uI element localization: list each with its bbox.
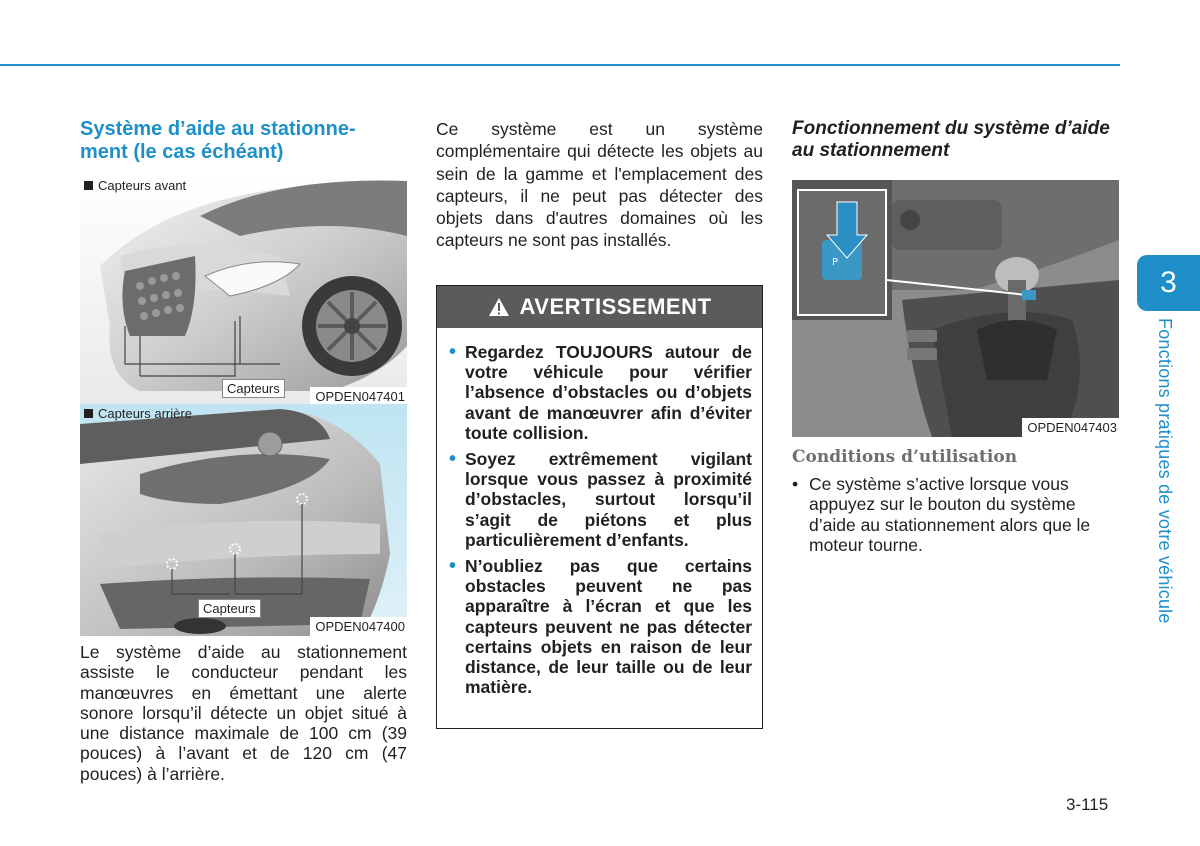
body-text-col1: Le système d’aide au stationnement assiste le conducteur pendant les manœuvres en émettant une alerte sonore lorsqu’il détecte un objet situé à une distance maximale de 100 cm (39 pouces) à l’avant et de 120 cm (47 pouces) à l’arrière.: [80, 642, 407, 784]
bullet-square-icon: [84, 181, 93, 190]
body-text-col2: Ce système est un système complémentaire qui détecte les objets au sein de la gamme et l'emplacement des capteurs, il ne peut pas détecter des objets dans d'autres domaines où les capteurs ne sont pas installés.: [436, 119, 763, 251]
figure-code: OPDEN047401: [310, 387, 407, 406]
front-car-illustration: [80, 176, 407, 406]
svg-text:P: P: [832, 257, 839, 268]
header-rule: [0, 64, 1120, 66]
conditions-list: [792, 474, 1119, 555]
section-title: Système d’aide au stationne- ment (le cas échéant): [80, 118, 356, 163]
operation-title: Fonctionnement du système d’aide au stationnement: [792, 118, 1110, 161]
conditions-item: • Ce système s’active lorsque vous appuyez sur le bouton du système d’aide au stationnement alors que le moteur tourne.: [792, 474, 1119, 555]
front-sensors-figure: [80, 176, 407, 406]
warning-item: • N’oubliez pas que certains obstacles peuvent ne pas apparaître à l’écran et que les capteurs peuvent ne pas détecter certains objets en raison de leur distance, de leur taille ou de leur matière.: [437, 556, 762, 697]
console-figure: [792, 180, 1119, 437]
rear-sensors-figure: [80, 404, 407, 636]
warning-header: [437, 286, 762, 328]
page-number: 3-115: [1066, 795, 1109, 814]
sensors-callout: Capteurs: [198, 599, 261, 618]
chapter-tab[interactable]: 3: [1137, 255, 1200, 311]
figure-code: OPDEN047403: [1022, 418, 1119, 437]
chapter-side-label: Fonctions pratiques de votre véhicule: [1155, 318, 1175, 624]
conditions-title: Conditions d’utilisation: [792, 447, 1018, 467]
warning-triangle-icon: [488, 297, 510, 317]
warning-item: • Regardez TOUJOURS autour de votre véhicule pour vérifier l’absence d’obstacles ou d’objets avant de manœuvrer afin d’éviter toute collision.: [437, 342, 762, 443]
warning-item: • Soyez extrêmement vigilant lorsque vous passez à proximité d’obstacles, surtout lorsqu’il s’agit de piétons et plus particulièrement d’enfants.: [437, 449, 762, 550]
sensors-callout: Capteurs: [222, 379, 285, 398]
warning-list: [437, 342, 762, 697]
figure-code: OPDEN047400: [310, 617, 407, 636]
rear-sensors-label: Capteurs arrière: [84, 406, 192, 421]
warning-title: AVERTISSEMENT: [519, 294, 712, 319]
front-sensors-label: Capteurs avant: [84, 178, 186, 193]
console-illustration: [792, 180, 1119, 437]
bullet-square-icon: [84, 409, 93, 418]
warning-box: [436, 285, 763, 729]
